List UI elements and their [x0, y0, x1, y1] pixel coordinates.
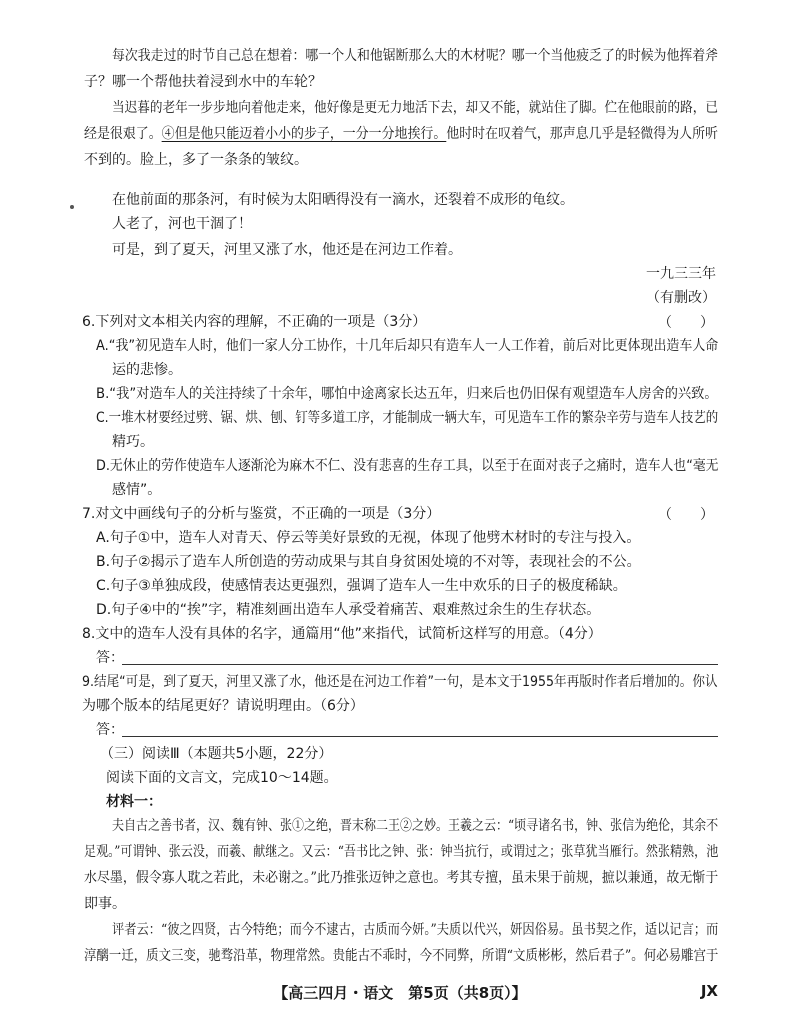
q7-option-b: B.句子②揭示了造车人所创造的劳动成果与其自身贫困处境的不对等，表现社会的不公。 — [96, 554, 641, 570]
story-p3: 在他前面的那条河，有时候为太阳晒得没有一滴水，还裂着不成形的龟纹。 — [112, 192, 574, 208]
q6-option-a-line1: A.“我”初见造车人时，他们一家人分工协作，十几年后却只有造车人一人工作着，前后对比更体现出造车人命 — [96, 338, 719, 354]
story-p1-line1: 每次我走过的时节自己总在想着：哪一个人和他锯断那么大的木材呢？哪一个当他疲乏了的时候为他挥着斧 — [112, 48, 719, 64]
story-p5: 可是，到了夏天，河里又涨了水，他还是在河边工作着。 — [112, 242, 462, 258]
story-p1-line2: 子？哪一个帮他扶着浸到水中的车轮？ — [84, 74, 322, 90]
classical-line2: 足观。”可谓钟、张云没，而羲、献继之。又云：“吾书比之钟、张：钟当抗行，或谓过之；张草犹当雁行。然张精熟，池 — [84, 844, 719, 860]
q6-option-a-line2: 运的悲惨。 — [112, 362, 182, 378]
q9-stem-line1: 9.结尾“可是，到了夏天，河里又涨了水，他还是在河边工作着”一句，是本文于1955年再版时作者后增加的。你认 — [82, 674, 718, 690]
section3-instruction: 阅读下面的文言文，完成10～14题。 — [106, 770, 338, 786]
q9-answer-line[interactable] — [122, 736, 718, 737]
story-p2-text-pre: 经是很艰了。 — [84, 126, 162, 142]
q9-stem-line2: 为哪个版本的结尾更好？请说明理由。（6分） — [82, 698, 364, 714]
q8-answer-label: 答： — [96, 650, 124, 666]
q6-stem: 6.下列对文本相关内容的理解，不正确的一项是（3分） — [82, 314, 427, 330]
q8-stem: 8.文中的造车人没有具体的名字，通篇用“他”来指代，试简析这样写的用意。（4分） — [82, 626, 602, 642]
q6-option-c-line2: 精巧。 — [112, 434, 154, 450]
q7-answer-paren[interactable]: （ ） — [658, 507, 714, 523]
story-p2-text-post: 他时时在叹着气，那声息几乎是轻微得为人所听 — [446, 126, 719, 142]
q7-stem: 7.对文中画线句子的分析与鉴赏，不正确的一项是（3分） — [82, 506, 441, 522]
classical-line5: 评者云：“彼之四贤，古今特绝；而今不逮古，古质而今妍。”夫质以代兴，妍因俗易。虽书契之作，适以记言；而 — [112, 922, 719, 938]
story-p2-line2 — [84, 124, 718, 144]
story-p2-line3: 不到的。脸上，多了一条条的皱纹。 — [84, 152, 308, 168]
classical-line3: 水尽墨，假令寡人耽之若此，未必谢之。”此乃推张迈钟之意也。考其专擅，虽未果于前规，摭以兼通，故无惭于 — [84, 870, 719, 886]
underlined-sentence-4: ④但是他只能迈着小小的步子，一分一分地挨行。 — [161, 126, 447, 142]
section3-title: （三）阅读Ⅲ（本题共5小题，22分） — [100, 746, 333, 762]
material-one-heading: 材料一： — [106, 794, 162, 810]
classical-line1: 夫自古之善书者，汉、魏有钟、张①之绝，晋末称二王②之妙。王羲之云：“顷寻诸名书，钟、张信为绝伦，其余不 — [112, 818, 719, 834]
classical-line4: 即事。 — [84, 896, 126, 912]
story-note: （有删改） — [646, 290, 716, 306]
q7-option-c: C.句子③单独成段，使感情表达更强烈，强调了造车人一生中欢乐的日子的极度稀缺。 — [96, 578, 627, 594]
edition-code: JX — [700, 982, 718, 1000]
q8-answer-line[interactable] — [122, 664, 718, 665]
page-footer: 【高三四月・语文 第5页（共8页）】 — [273, 984, 527, 1002]
q9-answer-label: 答： — [96, 722, 124, 738]
story-year: 一九三三年 — [646, 266, 716, 282]
q6-option-d-line2: 感情”。 — [112, 482, 162, 498]
classical-line6: 淳醨一迁，质文三变，驰骛沿革，物理常然。贵能古不乖时，今不同弊，所谓“文质彬彬，然后君子”。何必易雕宫于 — [84, 948, 719, 964]
margin-dot — [70, 205, 74, 209]
story-p4: 人老了，河也干涸了！ — [112, 216, 252, 232]
q6-option-c-line1: C.一堆木材要经过劈、锯、烘、刨、钉等多道工序，才能制成一辆大车，可见造车工作的繁杂辛劳与造车人技艺的 — [96, 410, 719, 426]
q6-answer-paren[interactable]: （ ） — [658, 315, 714, 331]
q7-option-a: A.句子①中，造车人对青天、停云等美好景致的无视，体现了他劈木材时的专注与投入。 — [96, 530, 641, 546]
q6-option-b: B.“我”对造车人的关注持续了十余年，哪怕中途离家长达五年，归来后也仍旧保有观望造车人房舍的兴致。 — [96, 386, 718, 402]
q6-option-d-line1: D.无休止的劳作使造车人逐渐沦为麻木不仁、没有悲喜的生存工具，以至于在面对丧子之痛时，造车人也“毫无 — [96, 458, 719, 474]
story-p2-line1: 当迟暮的老年一步步地向着他走来，他好像是更无力地活下去，却又不能，就站住了脚。伫在他眼前的路，已 — [112, 100, 719, 116]
q7-option-d: D.句子④中的“挨”字，精准刻画出造车人承受着痛苦、艰难熬过余生的生存状态。 — [96, 602, 601, 618]
